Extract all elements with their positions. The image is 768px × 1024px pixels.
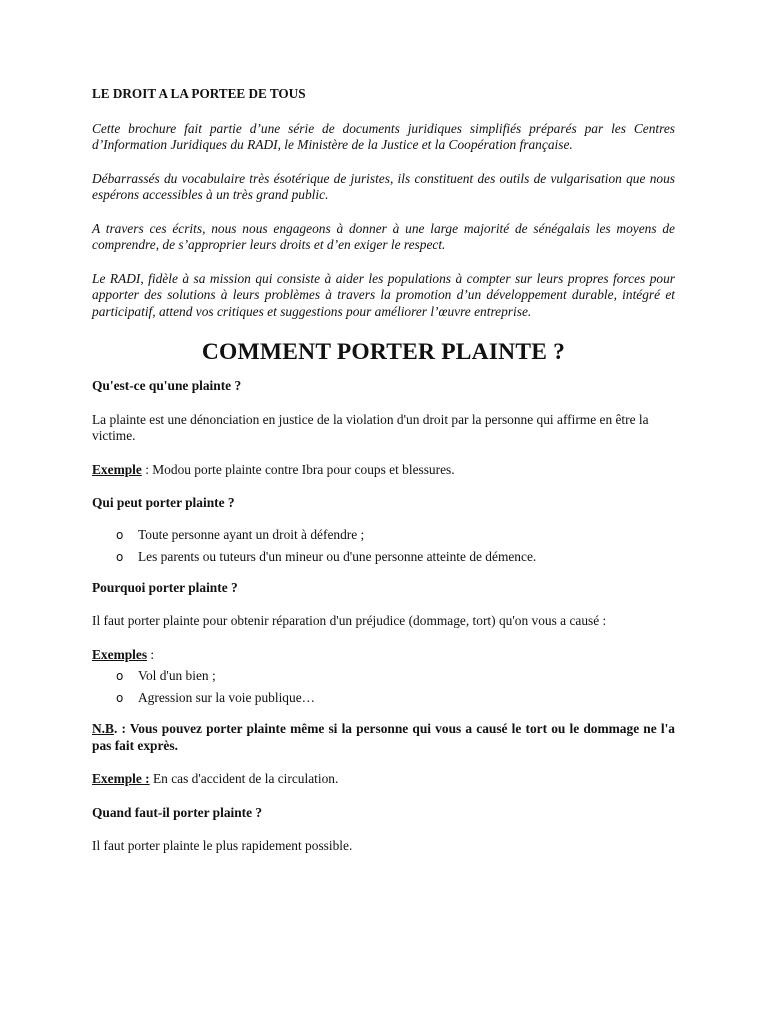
document-content <box>92 86 675 872</box>
examples-list <box>92 665 675 709</box>
question-what-is-complaint: Qu'est-ce qu'une plainte ? <box>92 378 242 393</box>
example-line-2 <box>92 771 675 788</box>
example-label-2: Exemple : <box>92 771 150 786</box>
bullet-icon: o <box>116 691 124 705</box>
intro-paragraph-2: Débarrassés du vocabulaire très ésotérique de juristes, ils constituent des outils de vulgarisation que nous espérons accessibles à un très grand public. <box>92 170 675 202</box>
examples-separator: : <box>147 646 155 662</box>
page-title: COMMENT PORTER PLAINTE ? <box>201 339 566 365</box>
example-text-2: En cas d'accident de la circulation. <box>149 771 339 786</box>
answer-why-complain: Il faut porter plainte pour obtenir réparation d'un préjudice (dommage, tort) qu'on vous a causé : <box>92 613 607 628</box>
example-separator: : <box>141 461 153 477</box>
list-item: o Agression sur la voie publique… <box>92 687 675 709</box>
list-item: o Toute personne ayant un droit à défendre ; <box>92 524 675 546</box>
answer-what-is-complaint: La plainte est une dénonciation en justice de la violation d'un droit par la personne qui affirme en être la victime. <box>92 411 649 443</box>
bullet-icon: o <box>116 527 124 542</box>
bullet-icon: o <box>116 669 124 683</box>
question-when-complain: Quand faut-il porter plainte ? <box>92 804 263 820</box>
examples-label: Exemples <box>92 646 148 662</box>
series-heading: LE DROIT A LA PORTEE DE TOUS <box>92 86 306 101</box>
examples-line <box>92 647 675 664</box>
nb-text: . : Vous pouvez porter plainte même si la personne qui vous a causé le tort ou le dommage ne l'a pas fait exprès. <box>92 721 675 753</box>
example-text: Modou porte plainte contre Ibra pour coups et blessures. <box>152 461 455 477</box>
intro-paragraph-1: Cette brochure fait partie d’une série de documents juridiques simplifiés préparés par les Centres d’Information Juridiques du RADI, le Ministère de la Justice et la Coopération française. <box>92 120 675 152</box>
list-item: o Vol d'un bien ; <box>92 665 675 687</box>
answer-when-complain: Il faut porter plainte le plus rapidement possible. <box>92 838 353 853</box>
who-can-complain-list <box>92 524 675 568</box>
question-who-can-complain: Qui peut porter plainte ? <box>92 495 235 510</box>
example-line <box>92 462 675 479</box>
bullet-icon: o <box>116 549 124 564</box>
intro-paragraph-3: A travers ces écrits, nous nous engageons à donner à une large majorité de sénégalais les moyens de comprendre, de s’approprier leurs droits et d’en exiger le respect. <box>92 220 675 252</box>
example-label: Exemple <box>92 461 142 477</box>
list-item: o Les parents ou tuteurs d'un mineur ou d'une personne atteinte de démence. <box>92 546 675 568</box>
question-why-complain: Pourquoi porter plainte ? <box>92 579 238 595</box>
intro-paragraph-4: Le RADI, fidèle à sa mission qui consiste à aider les populations à compter sur leurs propres forces pour apporter des solutions à leurs problèmes à travers la promotion d’un développement durable, intégré et participatif, attend vos critiques et suggestions pour améliorer l’œuvre entreprise. <box>92 270 675 319</box>
nb-label: N.B <box>92 721 114 736</box>
nota-bene <box>92 721 675 754</box>
